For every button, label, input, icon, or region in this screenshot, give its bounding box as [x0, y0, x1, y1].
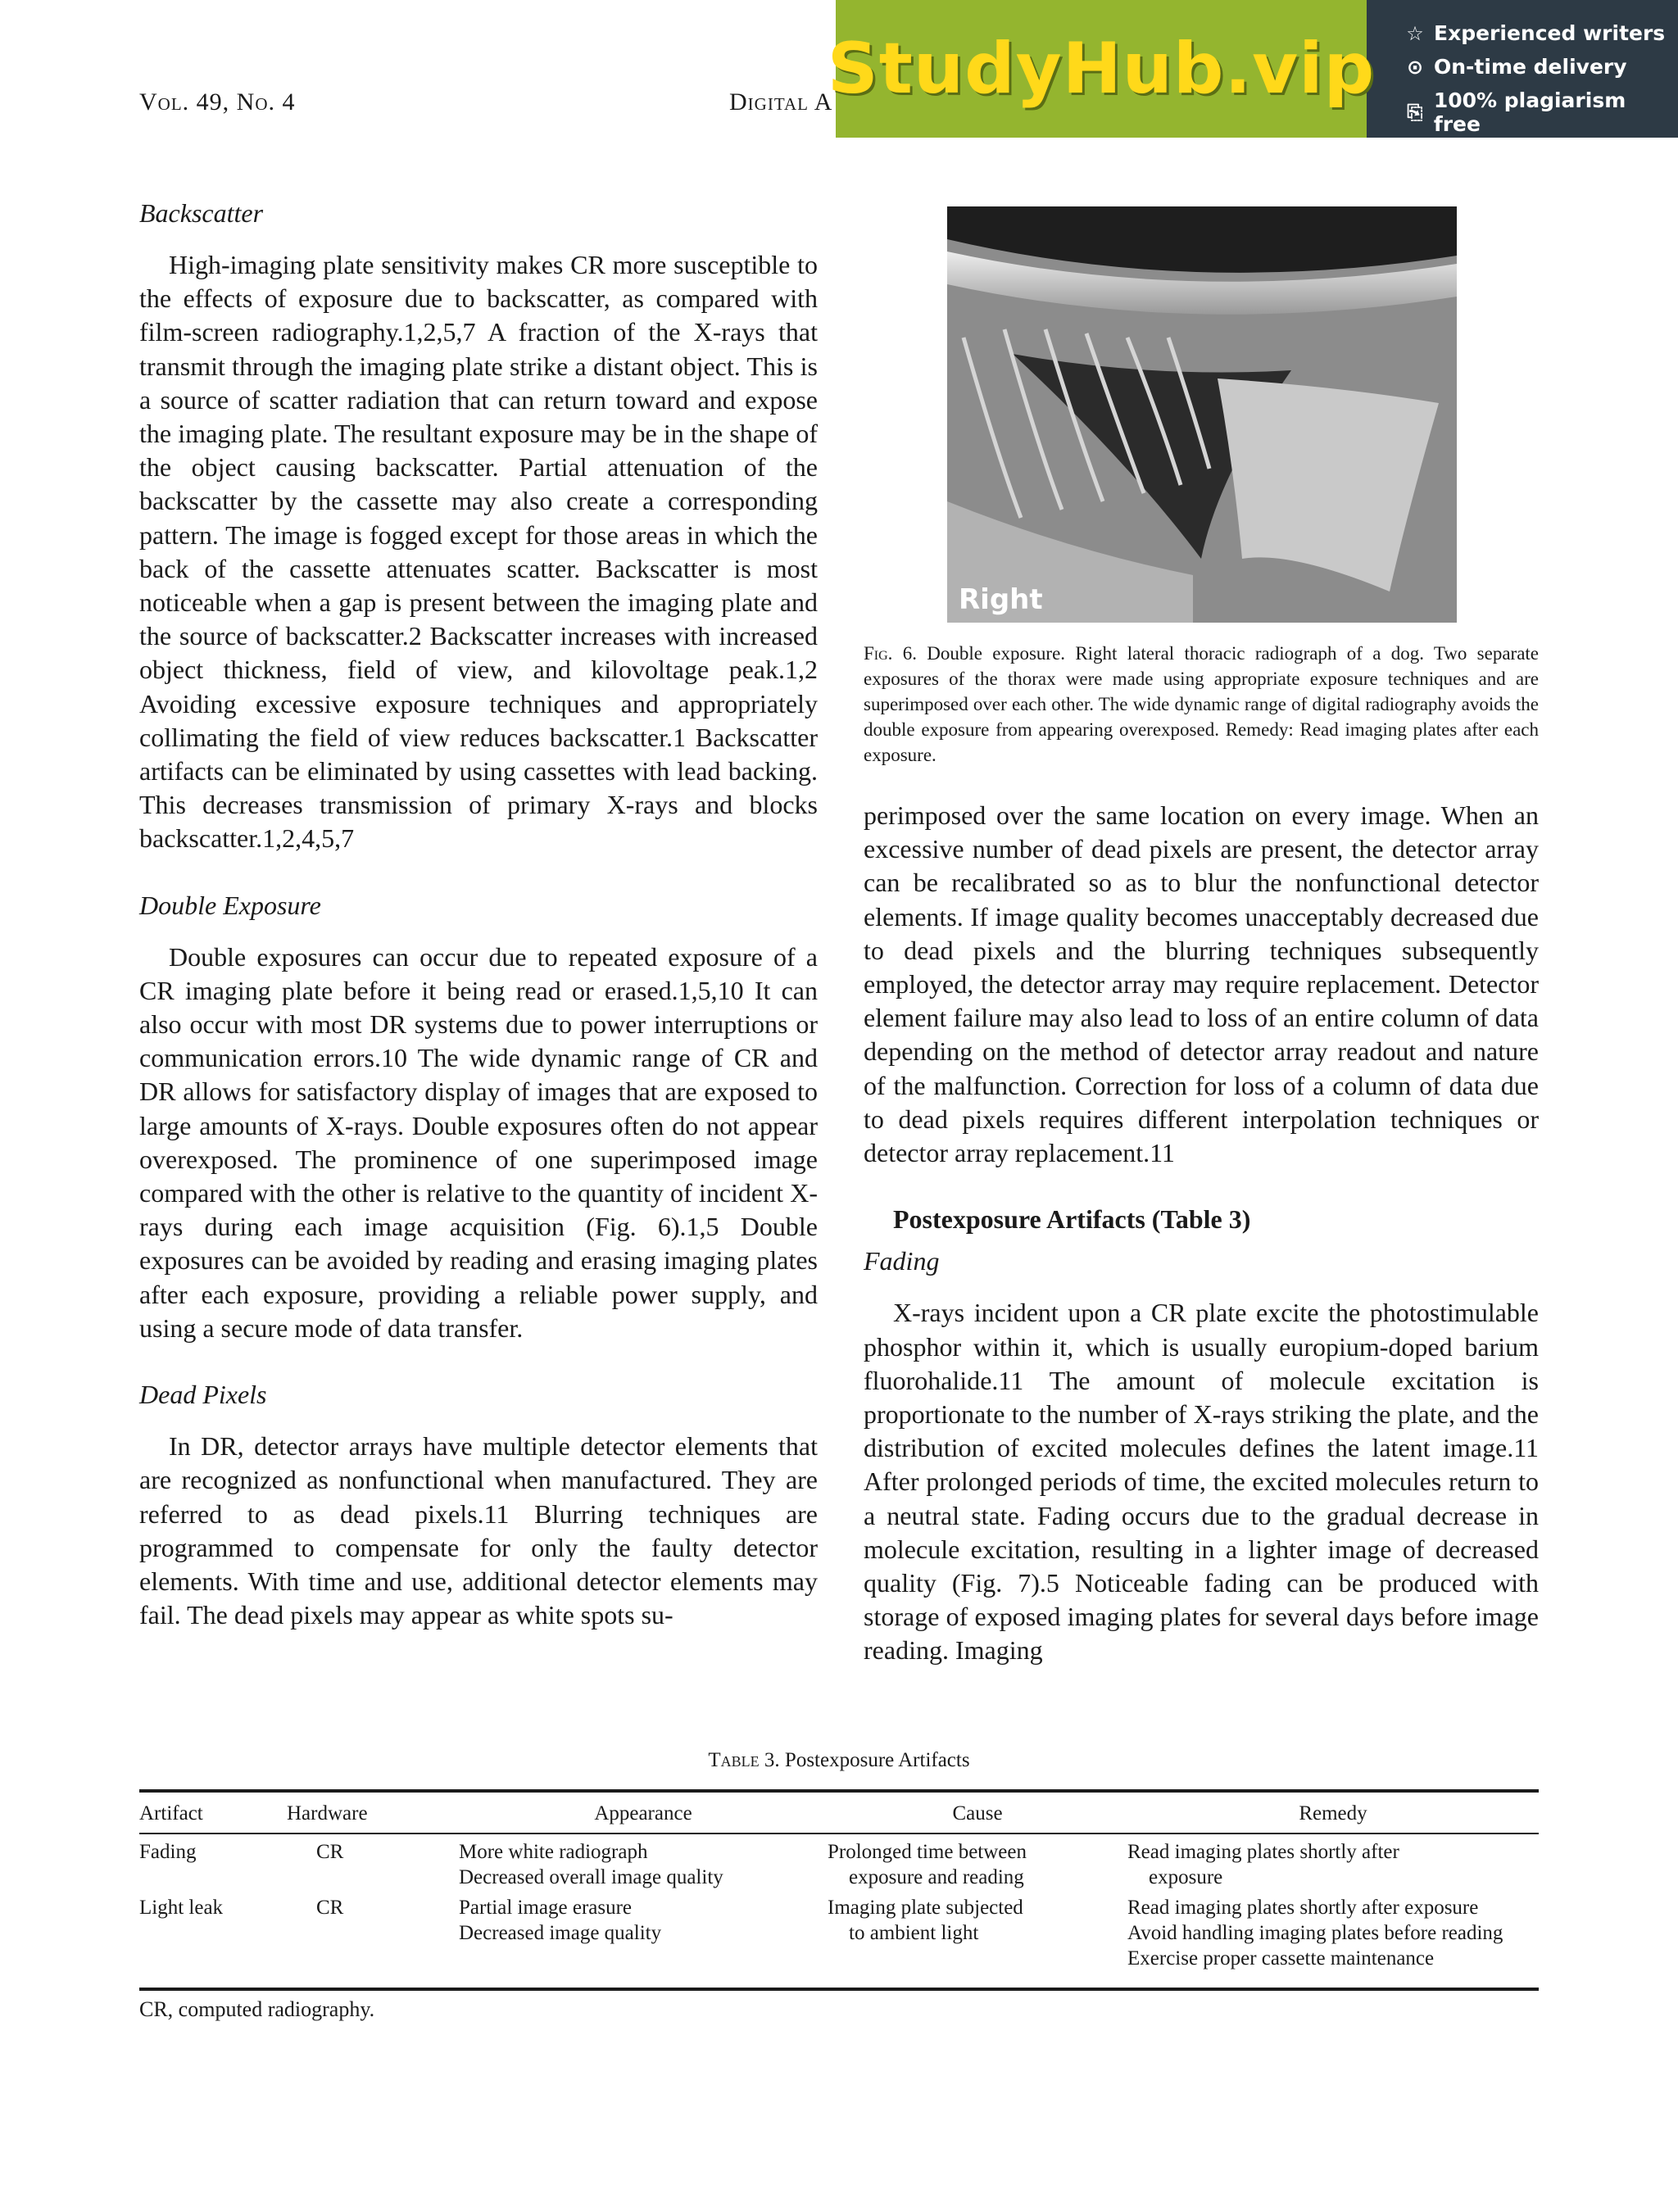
cell-appearance [459, 1834, 828, 1890]
clock-icon: ⊙ [1406, 55, 1424, 79]
xray-drawing [947, 206, 1457, 623]
cell-line: Decreased overall image quality [459, 1866, 723, 1888]
cell-remedy [1127, 1834, 1539, 1890]
cell-hardware: CR [316, 1841, 344, 1863]
cell-artifact: Fading [139, 1841, 197, 1863]
cell-appearance [459, 1890, 828, 1989]
cell-line: exposure [1149, 1866, 1223, 1888]
header-artifact: Artifact [139, 1802, 203, 1824]
feature-label: 100% plagiarism free [1433, 88, 1626, 136]
running-title: Digital A [729, 88, 833, 116]
double-exposure-heading: Double Exposure [139, 890, 321, 920]
figure-caption-text: Double exposure. Right lateral thoracic radiograph of a dog. Two separate exposures of the thorax were made using appropriate exposure techniques and are superimposed over each other. The wide dynamic range of digital radiography avoids the double exposure from appearing overexposed. Remedy: Read imaging plates after each exposure. [864, 643, 1539, 765]
cell-artifact: Light leak [139, 1897, 224, 1919]
backscatter-paragraph: High-imaging plate sensitivity makes CR more susceptible to the effects of exposure due to backscatter, as compared with film-screen radiography.1,2,5,7 A fraction of the X-rays that transmit through the imaging plate strike a distant object. This is a source of scatter radiation that can return toward and expose the imaging plate. The resultant exposure may be in the shape of the object causing backscatter. Partial attenuation of the backscatter by the cassette may also create a corresponding pattern. The image is fogged except for those areas in which the back of the cassette attenuates scatter. Backscatter is most noticeable when a gap is present between the imaging plate and the source of backscatter.2 Backscatter increases with increased object thickness, field of view, and kilovoltage peak.1,2 Avoiding excessive exposure techniques and appropriately collimating the field of view reduces backscatter.1 Backscatter artifacts can be eliminated by using cassettes with lead backing. This decreases transmission of primary X-rays and blocks backscatter.1,2,4,5,7 [139, 250, 818, 854]
header-remedy: Remedy [1299, 1802, 1367, 1824]
backscatter-heading: Backscatter [139, 198, 264, 228]
feature-label: On-time delivery [1434, 55, 1627, 79]
feature-item [1404, 55, 1678, 79]
table-header-row [139, 1791, 1539, 1834]
cell-remedy [1127, 1890, 1539, 1989]
banner-features [1367, 0, 1678, 138]
xray-image [947, 206, 1457, 623]
cell-cause [828, 1834, 1127, 1890]
cell-line: to ambient light [849, 1922, 979, 1944]
ad-banner[interactable] [827, 0, 1678, 138]
feature-item [1404, 88, 1678, 136]
header-cause: Cause [952, 1802, 1003, 1824]
table-title-label: Table 3. [708, 1749, 780, 1771]
table-title [139, 1749, 1539, 1772]
cell-line: exposure and reading [849, 1866, 1024, 1888]
banner-brand-area[interactable] [827, 0, 1376, 138]
cell-line: Partial image erasure [459, 1897, 633, 1919]
feature-label: Experienced writers [1434, 21, 1666, 45]
table-footnote: CR, computed radiography. [139, 1997, 375, 2021]
header-hardware: Hardware [287, 1802, 368, 1824]
cell-line: More white radiograph [459, 1841, 648, 1863]
fading-heading: Fading [864, 1246, 940, 1276]
table-row [139, 1834, 1539, 1890]
cell-line: Read imaging plates shortly after [1127, 1841, 1399, 1863]
shield-icon: ⎘ [1407, 101, 1423, 124]
cell-line: Avoid handling imaging plates before reading [1127, 1922, 1503, 1944]
xray-side-label: Right [959, 583, 1043, 616]
table-row [139, 1890, 1539, 1989]
cell-cause [828, 1890, 1127, 1989]
fading-paragraph: X-rays incident upon a CR plate excite the photostimulable phosphor within it, which is usually europium-doped barium fluorohalide.11 The amount of molecule excitation is proportionate to the number of X-rays striking the plate, and the distribution of excited molecules defines the latent image.11 After prolonged periods of time, the excited molecules return to a neutral state. Fading occurs due to the gradual decrease in molecule excitation, resulting in a lighter image of decreased quality (Fig. 7).5 Noticeable fading can be produced with storage of exposed imaging plates for several days before image reading. Imaging [864, 1298, 1539, 1666]
header-appearance: Appearance [594, 1802, 692, 1824]
journal-volume: Vol. 49, No. 4 [139, 88, 296, 116]
figure-caption-label: Fig. 6. [864, 643, 917, 664]
brand-logo[interactable]: StudyHub.vip [827, 28, 1376, 110]
right-column [864, 799, 1539, 1668]
double-exposure-paragraph: Double exposures can occur due to repeated exposure of a CR imaging plate before it being read or erased.1,5,10 It can also occur with most DR systems due to power interruptions or communication errors.10 The wide dynamic range of CR and DR allows for satisfactory display of images that are exposed to large amounts of X-rays. Double exposures often do not appear overexposed. The prominence of one superimposed image compared with the other is relative to the quantity of incident X-rays during each image acquisition (Fig. 6).1,5 Double exposures can be avoided by reading and erasing imaging plates after each exposure, providing a reliable power supply, and using a secure mode of data transfer. [139, 941, 818, 1343]
cell-hardware: CR [316, 1897, 344, 1919]
left-column [139, 197, 818, 1632]
cell-line: Read imaging plates shortly after exposure [1127, 1897, 1479, 1919]
star-icon: ☆ [1406, 21, 1424, 45]
cell-line: Prolonged time between [828, 1841, 1027, 1863]
figure-caption [864, 641, 1539, 768]
section-title: Postexposure Artifacts (Table 3) [893, 1204, 1251, 1235]
table-title-text: Postexposure Artifacts [784, 1749, 970, 1771]
feature-item [1404, 21, 1678, 45]
dead-pixels-paragraph: In DR, detector arrays have multiple detector elements that are recognized as nonfunctional when manufactured. They are referred to as dead pixels.11 Blurring techniques are programmed to compensate for only the faulty detector elements. With time and use, additional detector elements may fail. The dead pixels may appear as white spots su- [139, 1431, 818, 1630]
artifacts-table [139, 1789, 1539, 1996]
dead-pixels-continued: perimposed over the same location on every image. When an excessive number of dead pixels are present, the detector array can be recalibrated so as to blur the nonfunctional detector elements. If image quality becomes unacceptably decreased due to dead pixels and the blurring techniques subsequently employed, the detector array may require replacement. Detector element failure may also lead to loss of an entire column of data depending on the method of detector array readout and nature of the malfunction. Correction for loss of a column of data due to dead pixels requires different interpolation techniques or detector array replacement.11 [864, 800, 1539, 1168]
cell-line: Imaging plate subjected [828, 1897, 1023, 1919]
cell-line: Exercise proper cassette maintenance [1127, 1947, 1435, 1969]
dead-pixels-heading: Dead Pixels [139, 1380, 267, 1410]
cell-line: Decreased image quality [459, 1922, 662, 1944]
